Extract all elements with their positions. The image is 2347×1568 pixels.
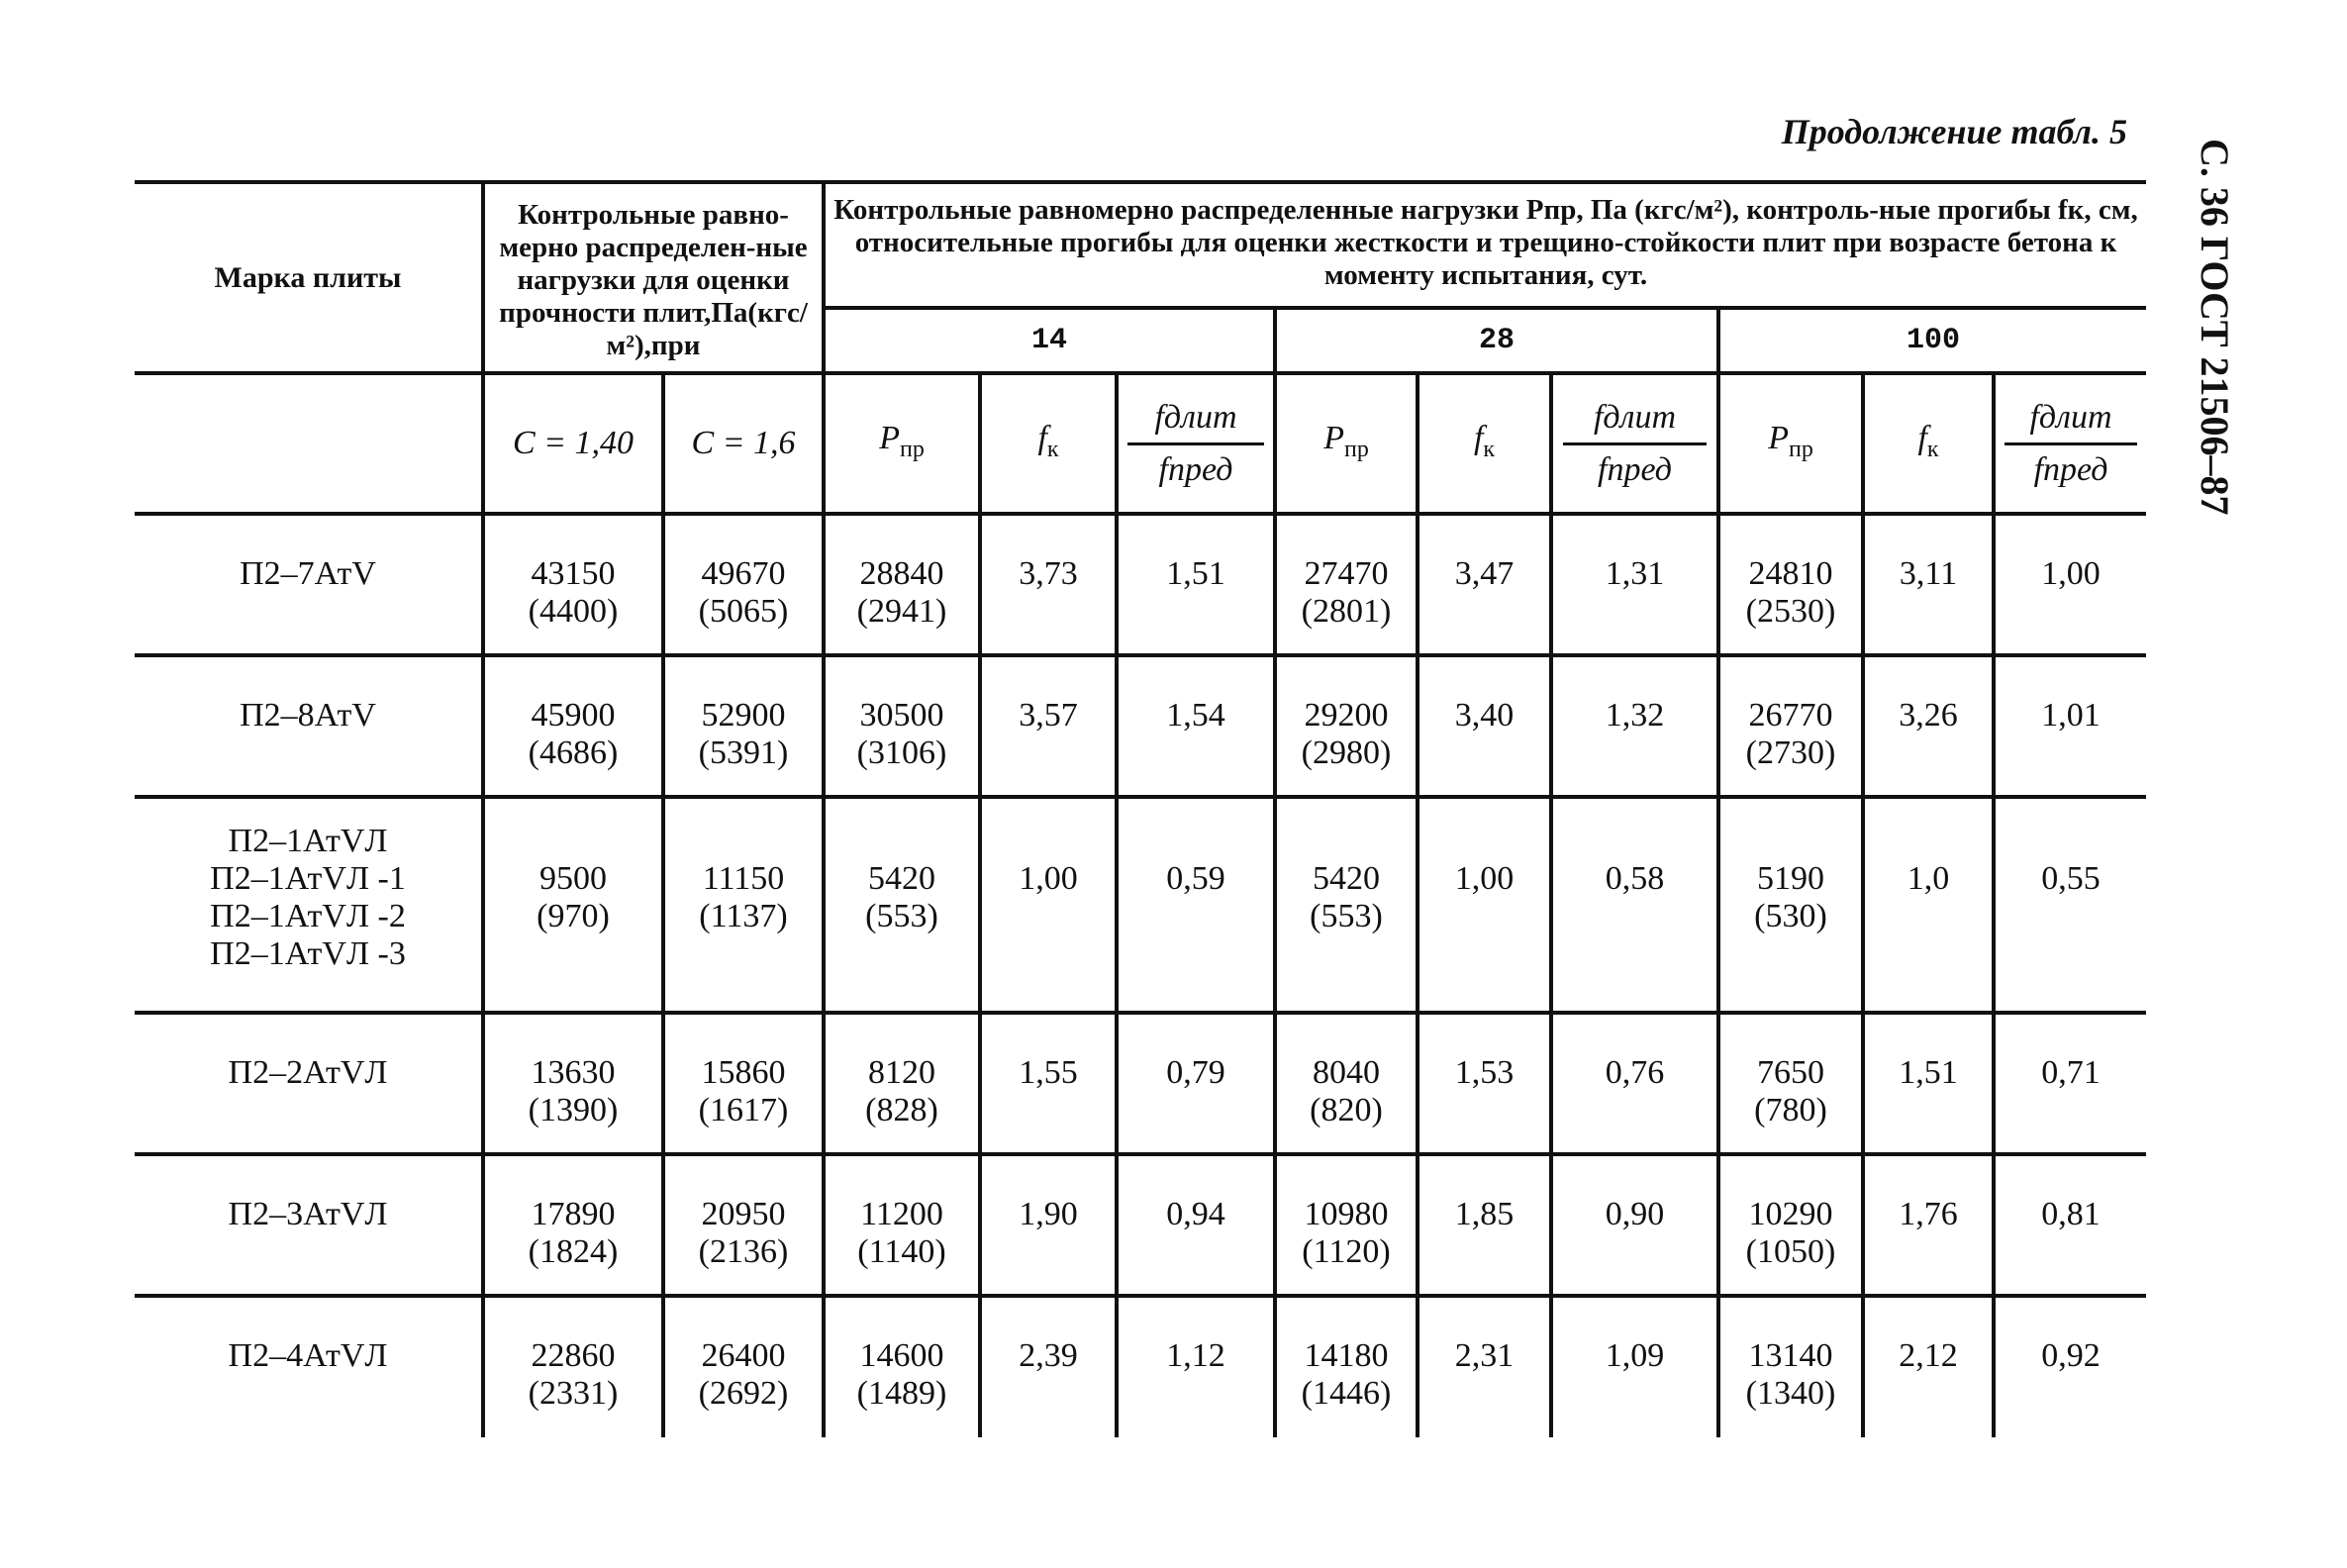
cell-p100: 10290 (1050) xyxy=(1718,1154,1863,1296)
cell-f100: 2,12 xyxy=(1863,1296,1994,1437)
cell-r14: 1,54 xyxy=(1117,655,1275,797)
header-f-28: $f_к$ xyxy=(1418,373,1551,514)
cell-c16: 49670 (5065) xyxy=(663,514,824,655)
cell-c16: 52900 (5391) xyxy=(663,655,824,797)
table-row xyxy=(135,1154,2146,1296)
cell-r28: 1,31 xyxy=(1551,514,1718,655)
cell-c16: 15860 (1617) xyxy=(663,1013,824,1154)
cell-p28: 27470 (2801) xyxy=(1275,514,1418,655)
header-p-28: $P_{пр}$ xyxy=(1275,373,1418,514)
header-age-28: 28 xyxy=(1275,308,1718,373)
cell-r14: 1,51 xyxy=(1117,514,1275,655)
cell-mark: П2–7АтV xyxy=(135,514,483,655)
load-table xyxy=(135,180,2146,1437)
header-loads: Контрольные равномерно распределенные нагрузки Pпр, Па (кгс/м²), контроль-ные прогибы fк, см, относительные прогибы для оценки жесткости и трещино-стойкости плит при возрасте бетона к моменту испытания, сут. xyxy=(824,182,2146,308)
cell-p100: 13140 (1340) xyxy=(1718,1296,1863,1437)
cell-r28: 0,58 xyxy=(1551,797,1718,1013)
cell-p14: 28840 (2941) xyxy=(824,514,980,655)
cell-mark: П2–2АтVЛ xyxy=(135,1013,483,1154)
table-row xyxy=(135,797,2146,1013)
cell-f14: 1,00 xyxy=(980,797,1117,1013)
cell-f14: 1,55 xyxy=(980,1013,1117,1154)
cell-f14: 1,90 xyxy=(980,1154,1117,1296)
cell-p14: 8120 (828) xyxy=(824,1013,980,1154)
cell-f28: 3,47 xyxy=(1418,514,1551,655)
cell-c140: 22860 (2331) xyxy=(483,1296,663,1437)
header-c16: С = 1,6 xyxy=(663,373,824,514)
cell-r14: 0,79 xyxy=(1117,1013,1275,1154)
cell-f100: 1,0 xyxy=(1863,797,1994,1013)
cell-r28: 0,90 xyxy=(1551,1154,1718,1296)
header-ratio-100: $\frac{\text{fдлит}}{\text{fпред}}$ xyxy=(1994,373,2146,514)
cell-mark: П2–1АтVЛ П2–1АтVЛ -1 П2–1АтVЛ -2 П2–1АтVЛ -3 xyxy=(135,797,483,1013)
cell-c140: 17890 (1824) xyxy=(483,1154,663,1296)
cell-f28: 3,40 xyxy=(1418,655,1551,797)
cell-c16: 20950 (2136) xyxy=(663,1154,824,1296)
cell-r100: 0,92 xyxy=(1994,1296,2146,1437)
cell-f100: 1,76 xyxy=(1863,1154,1994,1296)
cell-mark: П2–4АтVЛ xyxy=(228,1337,388,1374)
table-row xyxy=(135,655,2146,797)
cell-f28: 1,85 xyxy=(1418,1154,1551,1296)
header-age-14: 14 xyxy=(824,308,1275,373)
header-p-100: $P_{пр}$ xyxy=(1718,373,1863,514)
cell-r14: 0,59 xyxy=(1117,797,1275,1013)
cell-mark: П2–3АтVЛ xyxy=(135,1154,483,1296)
header-empty xyxy=(135,373,483,514)
cell-r100: 1,00 xyxy=(1994,514,2146,655)
cell-r28: 0,76 xyxy=(1551,1013,1718,1154)
cell-p100: 24810 (2530) xyxy=(1718,514,1863,655)
cell-p28: 14180 (1446) xyxy=(1275,1296,1418,1437)
cell-p14: 30500 (3106) xyxy=(824,655,980,797)
cell-c16: 11150 (1137) xyxy=(663,797,824,1013)
cell-p28: 10980 (1120) xyxy=(1275,1154,1418,1296)
cell-p28: 8040 (820) xyxy=(1275,1013,1418,1154)
cell-mark: П2–8АтV xyxy=(135,655,483,797)
cell-f100: 1,51 xyxy=(1863,1013,1994,1154)
header-ratio-28: $\frac{\text{fдлит}}{\text{fпред}}$ xyxy=(1551,373,1718,514)
standard-page-label: С. 36 ГОСТ 21506–87 xyxy=(2193,139,2237,516)
cell-p14: 14600 (1489) xyxy=(824,1296,980,1437)
cell-p100: 5190 (530) xyxy=(1718,797,1863,1013)
cell-r28: 1,32 xyxy=(1551,655,1718,797)
header-c140: С = 1,40 xyxy=(483,373,663,514)
cell-f100: 3,26 xyxy=(1863,655,1994,797)
table-row xyxy=(135,1013,2146,1154)
cell-f28: 1,00 xyxy=(1418,797,1551,1013)
cell-r100: 1,01 xyxy=(1994,655,2146,797)
cell-r14: 0,94 xyxy=(1117,1154,1275,1296)
cell-p14: 5420 (553) xyxy=(824,797,980,1013)
cell-p14: 11200 (1140) xyxy=(824,1154,980,1296)
cell-c140: 13630 (1390) xyxy=(483,1013,663,1154)
cell-p100: 7650 (780) xyxy=(1718,1013,1863,1154)
cell-r100: 0,81 xyxy=(1994,1154,2146,1296)
cell-p28: 29200 (2980) xyxy=(1275,655,1418,797)
cell-r14: 1,12 xyxy=(1117,1296,1275,1437)
header-p-14: $P_{пр}$ xyxy=(824,373,980,514)
header-f-14: $f_к$ xyxy=(980,373,1117,514)
cell-c140: 9500 (970) xyxy=(483,797,663,1013)
cell-c140: 45900 (4686) xyxy=(483,655,663,797)
header-ratio-14: $\frac{\text{fдлит}}{\text{fпред}}$ xyxy=(1117,373,1275,514)
header-f-100: $f_к$ xyxy=(1863,373,1994,514)
continuation-label: Продолжение табл. 5 xyxy=(1781,112,2127,151)
cell-f28: 2,31 xyxy=(1418,1296,1551,1437)
cell-f14: 3,57 xyxy=(980,655,1117,797)
cell-c16: 26400 (2692) xyxy=(663,1296,824,1437)
cell-p28: 5420 (553) xyxy=(1275,797,1418,1013)
table-row xyxy=(135,514,2146,655)
table-row xyxy=(135,1296,2146,1437)
header-age-100: 100 xyxy=(1718,308,2146,373)
cell-r28: 1,09 xyxy=(1551,1296,1718,1437)
cell-f100: 3,11 xyxy=(1863,514,1994,655)
cell-c140: 43150 (4400) xyxy=(483,514,663,655)
cell-f14: 2,39 xyxy=(980,1296,1117,1437)
cell-f14: 3,73 xyxy=(980,514,1117,655)
cell-f28: 1,53 xyxy=(1418,1013,1551,1154)
header-mark: Марка плиты xyxy=(135,182,483,373)
cell-r100: 0,55 xyxy=(1994,797,2146,1013)
header-strength: Контрольные равно-мерно распределен-ные нагрузки для оценки прочности плит,Па(кгс/м²),при xyxy=(483,182,824,373)
cell-p100: 26770 (2730) xyxy=(1718,655,1863,797)
cell-r100: 0,71 xyxy=(1994,1013,2146,1154)
